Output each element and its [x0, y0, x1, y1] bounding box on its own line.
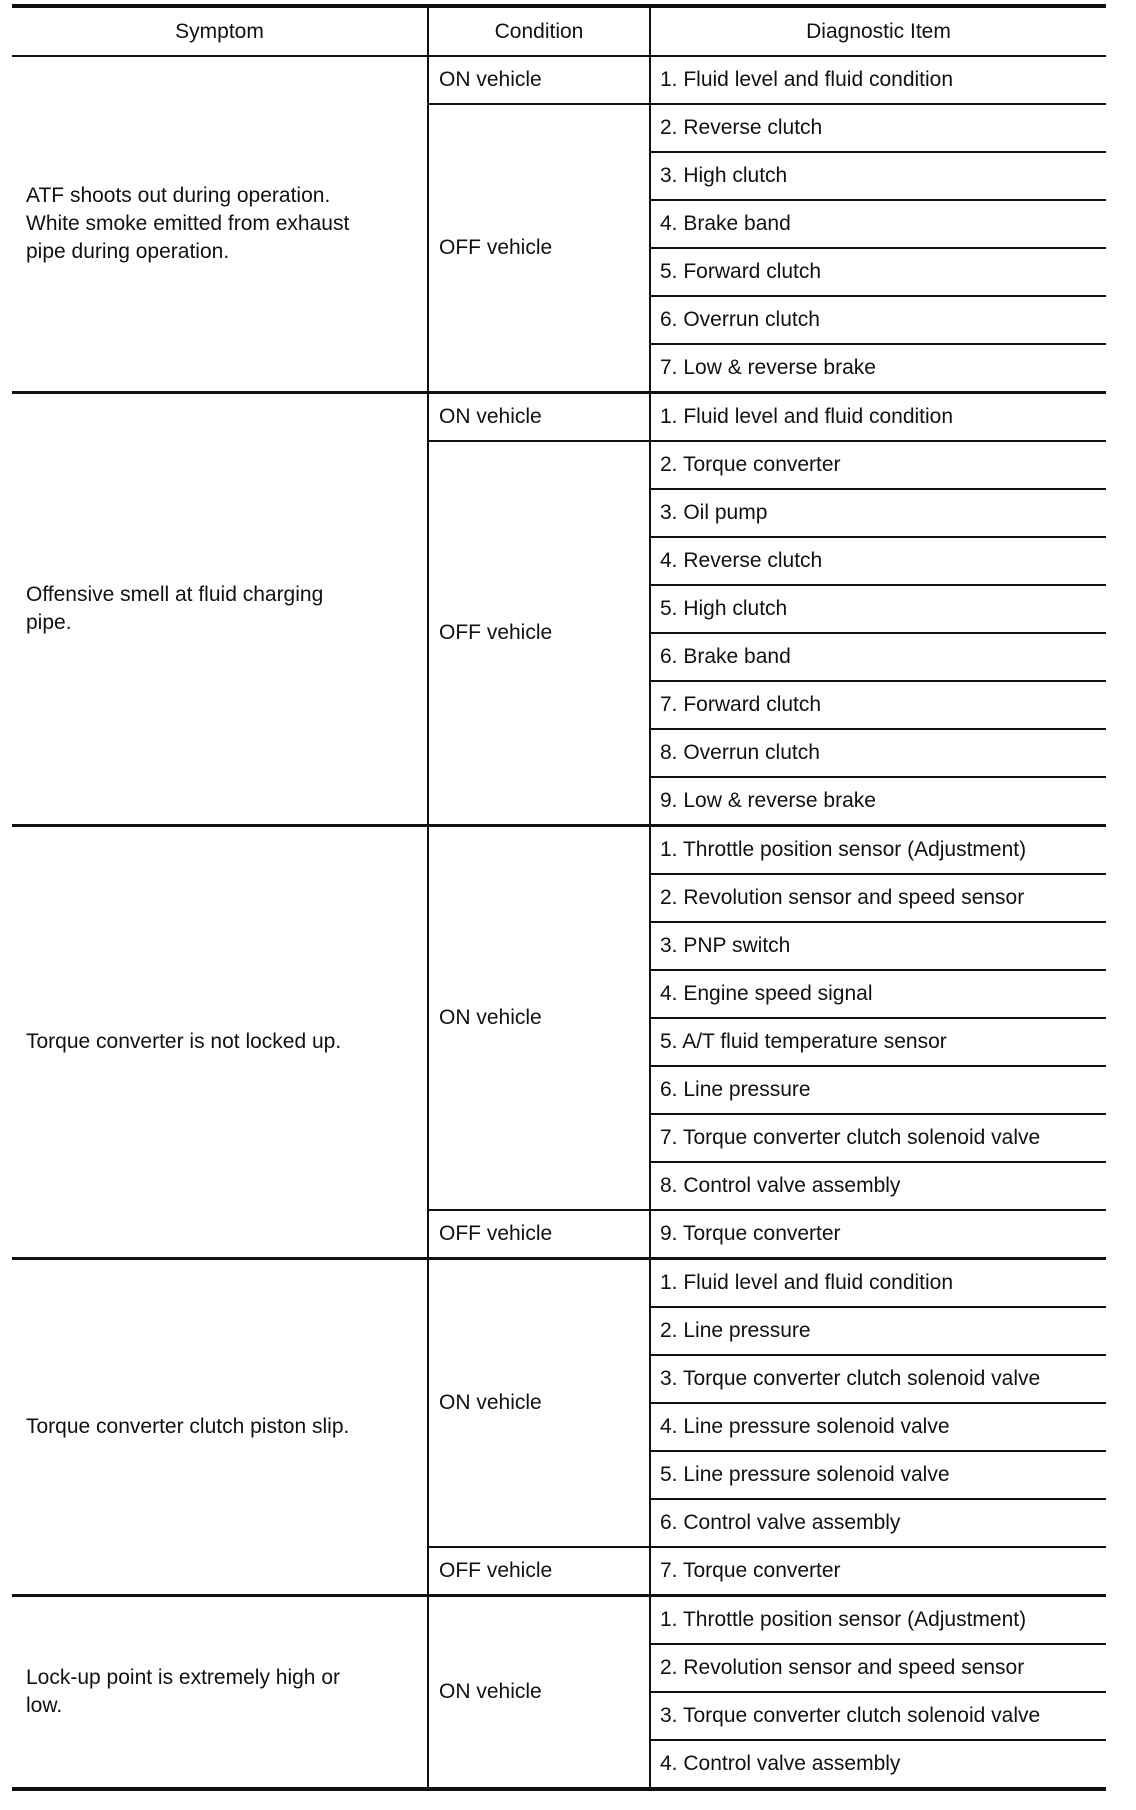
- diagnostic-item-cell: 6. Overrun clutch: [650, 296, 1106, 344]
- table-row: [12, 1259, 1106, 1308]
- condition-cell: ON vehicle: [428, 826, 650, 1211]
- diagnostic-item-cell: 4. Reverse clutch: [650, 537, 1106, 585]
- diagnostic-item-cell: 7. Forward clutch: [650, 681, 1106, 729]
- diagnostic-item-cell: 9. Torque converter: [650, 1210, 1106, 1259]
- condition-cell: OFF vehicle: [428, 1547, 650, 1596]
- diagnostic-item-cell: 1. Fluid level and fluid condition: [650, 56, 1106, 104]
- diagnostic-item-cell: 1. Throttle position sensor (Adjustment): [650, 826, 1106, 875]
- symptom-text-line: ATF shoots out during operation.: [26, 184, 331, 207]
- condition-cell: OFF vehicle: [428, 441, 650, 826]
- diagnostic-item-cell: 6. Brake band: [650, 633, 1106, 681]
- symptom-header: Symptom: [12, 6, 428, 56]
- diagnostic-table: [12, 4, 1106, 1791]
- table-row: [12, 1596, 1106, 1645]
- diagnostic-item-cell: 8. Overrun clutch: [650, 729, 1106, 777]
- condition-cell: ON vehicle: [428, 1596, 650, 1790]
- symptom-cell: [12, 1259, 428, 1596]
- symptom-cell: [12, 1596, 428, 1790]
- condition-cell: OFF vehicle: [428, 104, 650, 393]
- condition-cell: OFF vehicle: [428, 1210, 650, 1259]
- diagnostic-item-cell: 5. Line pressure solenoid valve: [650, 1451, 1106, 1499]
- symptom-text-line: Offensive smell at fluid charging: [26, 583, 324, 606]
- table-row: [12, 56, 1106, 104]
- document-page: [12, 0, 1106, 1810]
- condition-cell: ON vehicle: [428, 1259, 650, 1548]
- diagnostic-item-cell: 2. Revolution sensor and speed sensor: [650, 1644, 1106, 1692]
- diagnostic-item-cell: 1. Fluid level and fluid condition: [650, 1259, 1106, 1308]
- diagnostic-item-cell: 4. Brake band: [650, 200, 1106, 248]
- symptom-text-line: pipe during operation.: [26, 240, 230, 263]
- symptom-cell: [12, 56, 428, 393]
- diagnostic-item-cell: 6. Line pressure: [650, 1066, 1106, 1114]
- diagnostic-item-cell: 9. Low & reverse brake: [650, 777, 1106, 826]
- condition-cell: ON vehicle: [428, 393, 650, 442]
- diagnostic-item-cell: 3. Oil pump: [650, 489, 1106, 537]
- table-row: [12, 826, 1106, 875]
- diagnostic-item-cell: 1. Fluid level and fluid condition: [650, 393, 1106, 442]
- diagnostic-item-cell: 4. Engine speed signal: [650, 970, 1106, 1018]
- diagnostic-item-cell: 2. Reverse clutch: [650, 104, 1106, 152]
- diagnostic-item-cell: 3. PNP switch: [650, 922, 1106, 970]
- diagnostic-item-cell: 5. High clutch: [650, 585, 1106, 633]
- table-body: [12, 56, 1106, 1789]
- diagnostic-item-cell: 2. Revolution sensor and speed sensor: [650, 874, 1106, 922]
- diagnostic-item-cell: 3. Torque converter clutch solenoid valve: [650, 1692, 1106, 1740]
- diagnostic-item-cell: 4. Line pressure solenoid valve: [650, 1403, 1106, 1451]
- diagnostic-item-cell: 3. High clutch: [650, 152, 1106, 200]
- symptom-text-line: low.: [26, 1694, 63, 1717]
- symptom-text-line: Torque converter clutch piston slip.: [26, 1415, 350, 1438]
- table-row: [12, 393, 1106, 442]
- diagnostic-item-cell: 4. Control valve assembly: [660, 1752, 901, 1775]
- diagnostic-item-cell: 5. Forward clutch: [650, 248, 1106, 296]
- symptom-cell: [12, 826, 428, 1259]
- diagnostic-item-cell: 6. Control valve assembly: [650, 1499, 1106, 1547]
- diagnostic-item-cell: 3. Torque converter clutch solenoid valve: [650, 1355, 1106, 1403]
- diagnostic-item-cell: 7. Torque converter clutch solenoid valve: [650, 1114, 1106, 1162]
- condition-cell: ON vehicle: [428, 56, 650, 104]
- symptom-text-line: Torque converter is not locked up.: [26, 1030, 342, 1053]
- symptom-text-line: White smoke emitted from exhaust: [26, 212, 350, 235]
- symptom-text-line: pipe.: [26, 611, 72, 634]
- header-row: [12, 6, 1106, 56]
- diagnostic-item-header: Diagnostic Item: [650, 6, 1106, 56]
- symptom-cell: [12, 393, 428, 826]
- diagnostic-item-cell: 7. Torque converter: [650, 1547, 1106, 1596]
- condition-header: Condition: [428, 6, 650, 56]
- diagnostic-item-cell: 7. Low & reverse brake: [650, 344, 1106, 393]
- diagnostic-item-cell: 2. Torque converter: [650, 441, 1106, 489]
- symptom-text-line: Lock-up point is extremely high or: [26, 1666, 340, 1689]
- diagnostic-item-cell: 2. Line pressure: [650, 1307, 1106, 1355]
- diagnostic-item-cell: 1. Throttle position sensor (Adjustment): [650, 1596, 1106, 1645]
- diagnostic-item-cell: 5. A/T fluid temperature sensor: [650, 1018, 1106, 1066]
- diagnostic-item-cell: 8. Control valve assembly: [650, 1162, 1106, 1210]
